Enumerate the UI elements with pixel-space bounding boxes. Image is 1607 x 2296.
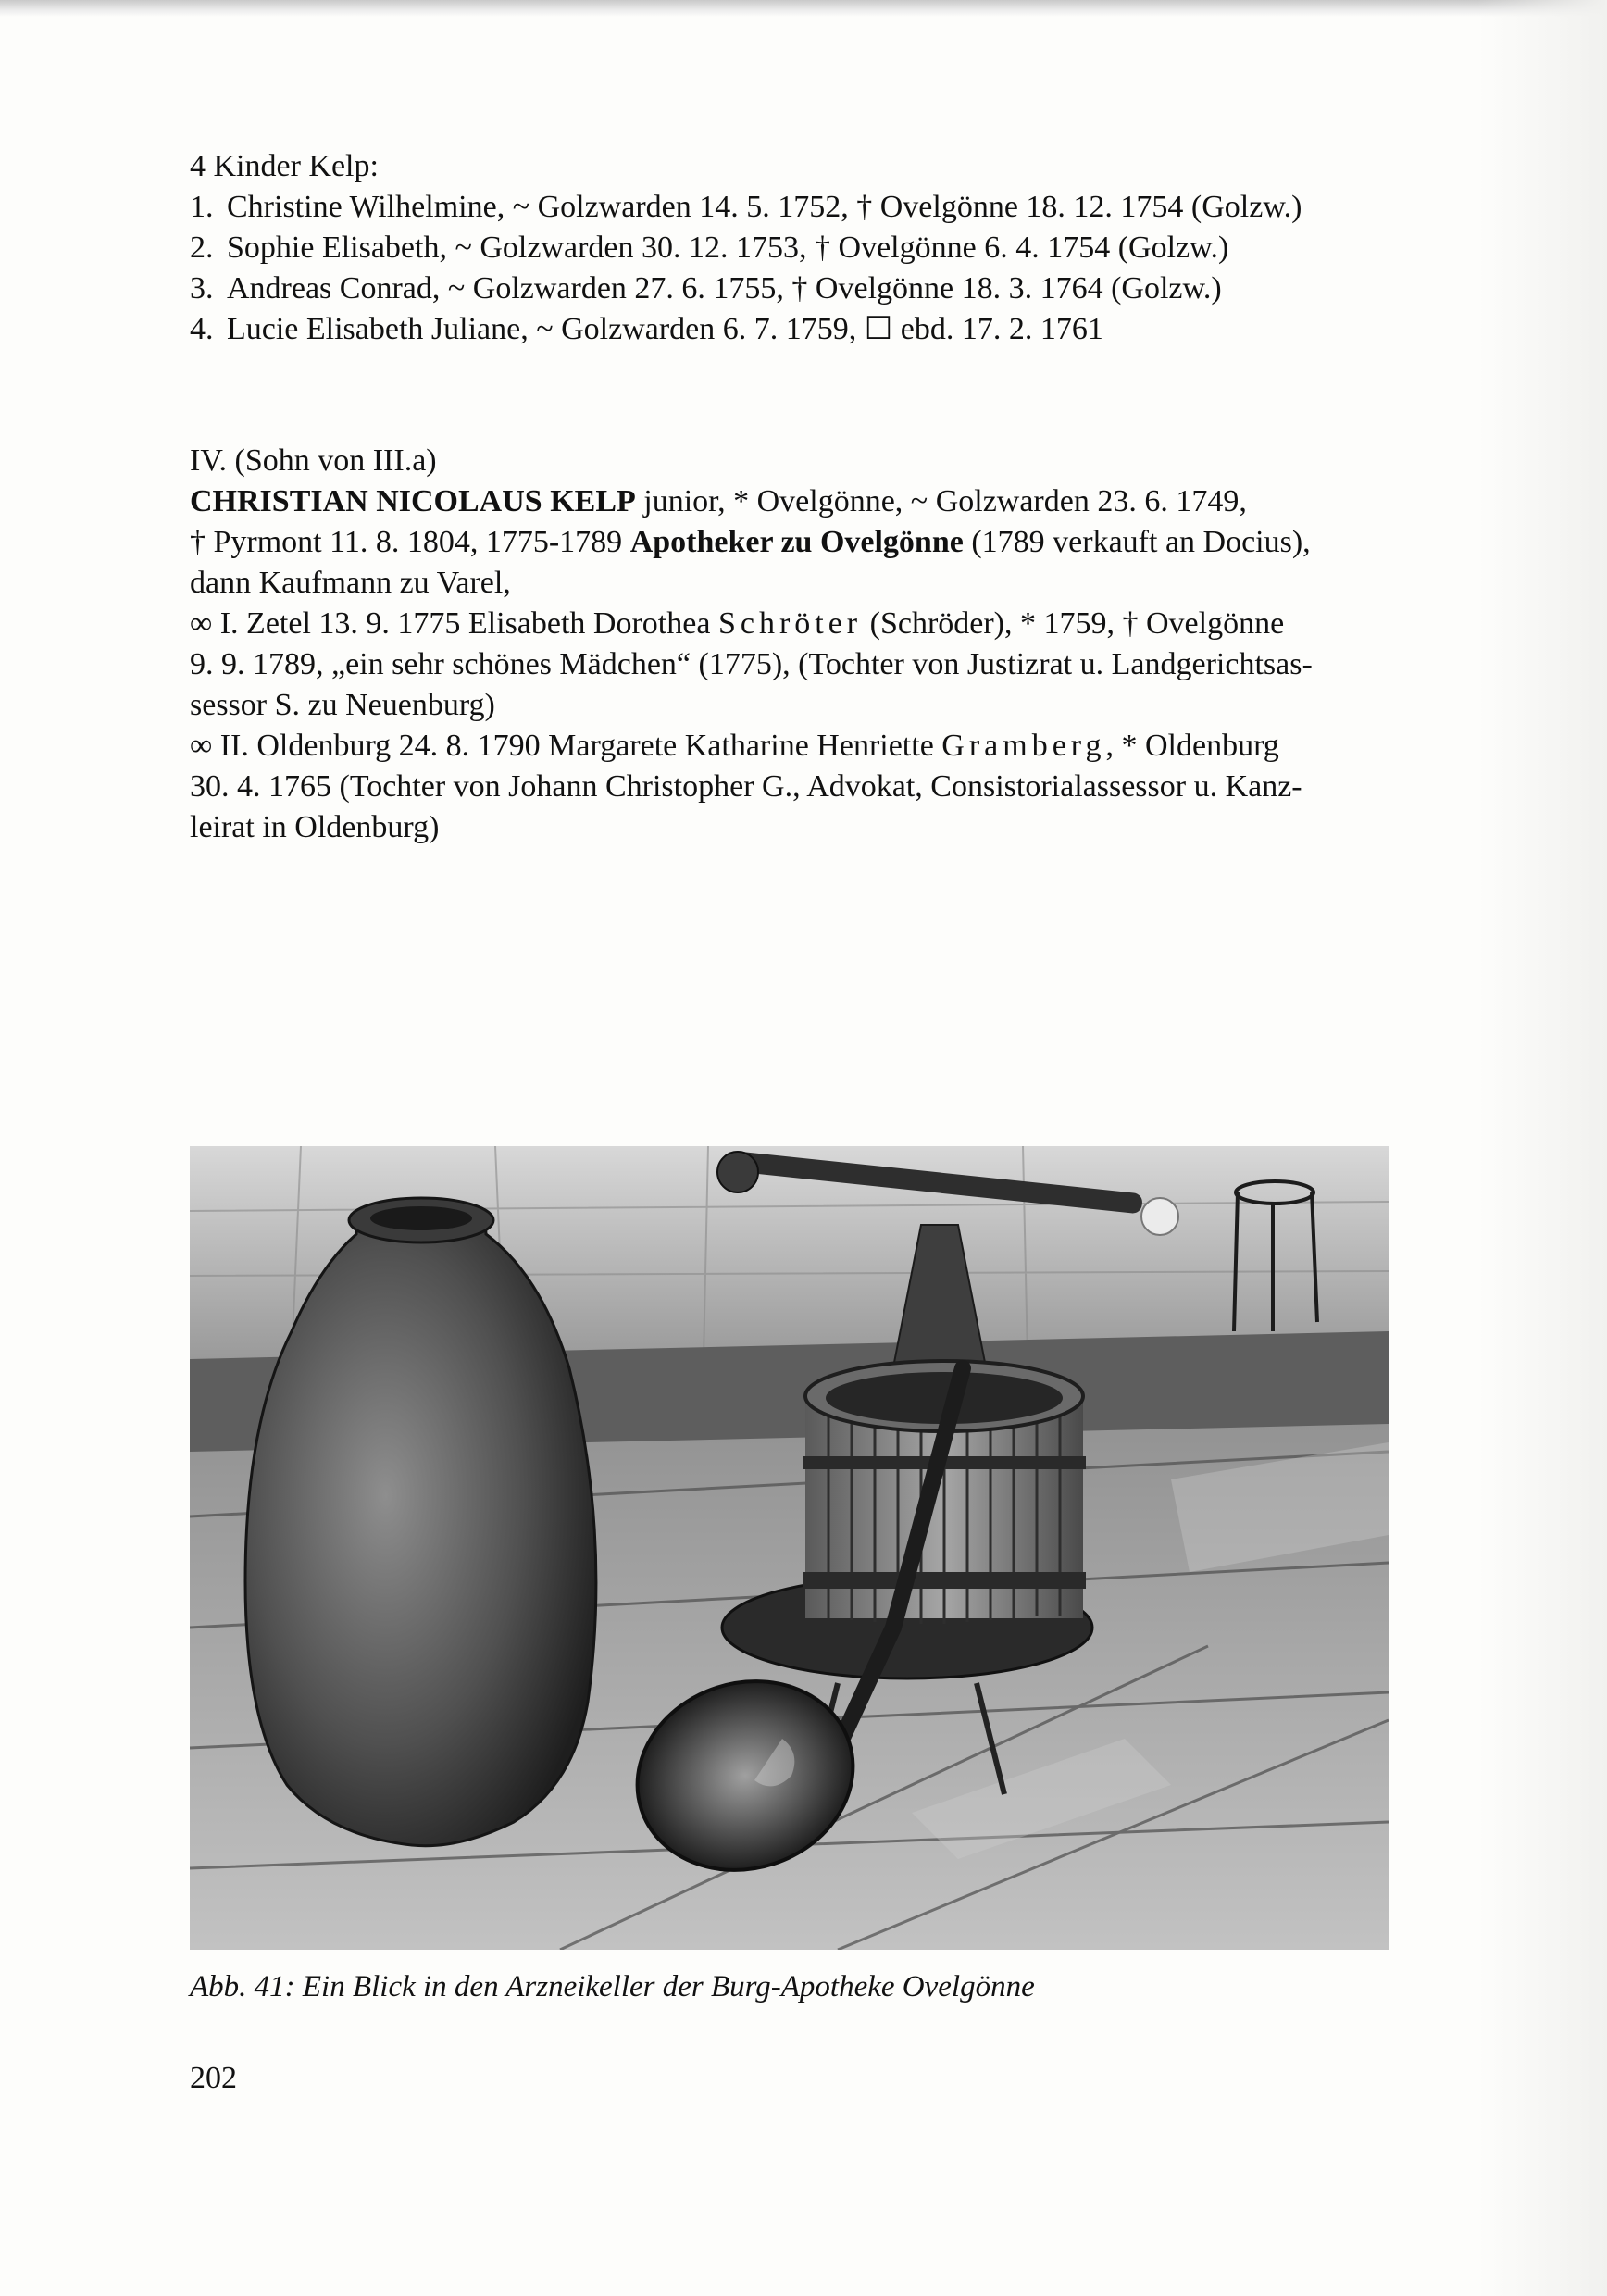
marriage-1-line-2: 9. 9. 1789, „ein sehr schönes Mädchen“ (1775), (Tochter von Justizrat u. Landgerichtsas- xyxy=(190,647,1313,681)
marriage-2-line-2: 30. 4. 1765 (Tochter von Johann Christopher G., Advokat, Consistorialassessor u. Kanz- xyxy=(190,769,1302,804)
entry-line-1: CHRISTIAN NICOLAUS KELP junior, * Ovelgönne, ~ Golzwarden 23. 6. 1749, xyxy=(190,484,1247,518)
entry-heading: IV. (Sohn von III.a) xyxy=(190,443,437,478)
cellar-photograph xyxy=(190,1146,1389,1950)
figure-caption: Abb. 41: Ein Blick in den Arzneikeller der Burg-Apotheke Ovelgönne xyxy=(190,1970,1035,2003)
genealogy-entry xyxy=(190,441,1421,848)
marriage-1: ∞ I. Zetel 13. 9. 1775 Elisabeth Dorothea Schröter (Schröder), * 1759, † Ovelgönne xyxy=(190,606,1285,641)
list-item: 1. Christine Wilhelmine, ~ Golzwarden 14. 5. 1752, † Ovelgönne 18. 12. 1754 (Golzw.) xyxy=(190,190,1302,224)
marriage-2: ∞ II. Oldenburg 24. 8. 1790 Margarete Katharine Henriette Gramberg, * Oldenburg xyxy=(190,729,1279,763)
spouse-surname: Schröter xyxy=(717,606,863,641)
person-name: CHRISTIAN NICOLAUS KELP xyxy=(190,484,636,518)
list-item: 2. Sophie Elisabeth, ~ Golzwarden 30. 12. 1753, † Ovelgönne 6. 4. 1754 (Golzw.) xyxy=(190,231,1229,265)
children-section xyxy=(190,146,1421,350)
spouse-surname: Gramberg xyxy=(941,729,1106,763)
list-item: 4. Lucie Elisabeth Juliane, ~ Golzwarden 6. 7. 1759, ☐ ebd. 17. 2. 1761 xyxy=(190,312,1103,346)
children-heading: 4 Kinder Kelp: xyxy=(190,149,379,183)
scan-edge-right xyxy=(1477,0,1607,2296)
marriage-2-line-3: leirat in Oldenburg) xyxy=(190,810,440,844)
marriage-1-line-3: sessor S. zu Neuenburg) xyxy=(190,688,495,722)
page-number: 202 xyxy=(190,2061,237,2095)
entry-line-2: † Pyrmont 11. 8. 1804, 1775-1789 Apotheker zu Ovelgönne (1789 verkauft an Docius), xyxy=(190,525,1311,559)
list-item: 3. Andreas Conrad, ~ Golzwarden 27. 6. 1755, † Ovelgönne 18. 3. 1764 (Golzw.) xyxy=(190,271,1222,306)
profession: Apotheker zu Ovelgönne xyxy=(629,525,964,559)
entry-line-3: dann Kaufmann zu Varel, xyxy=(190,566,511,600)
scan-edge-top xyxy=(0,0,1607,17)
